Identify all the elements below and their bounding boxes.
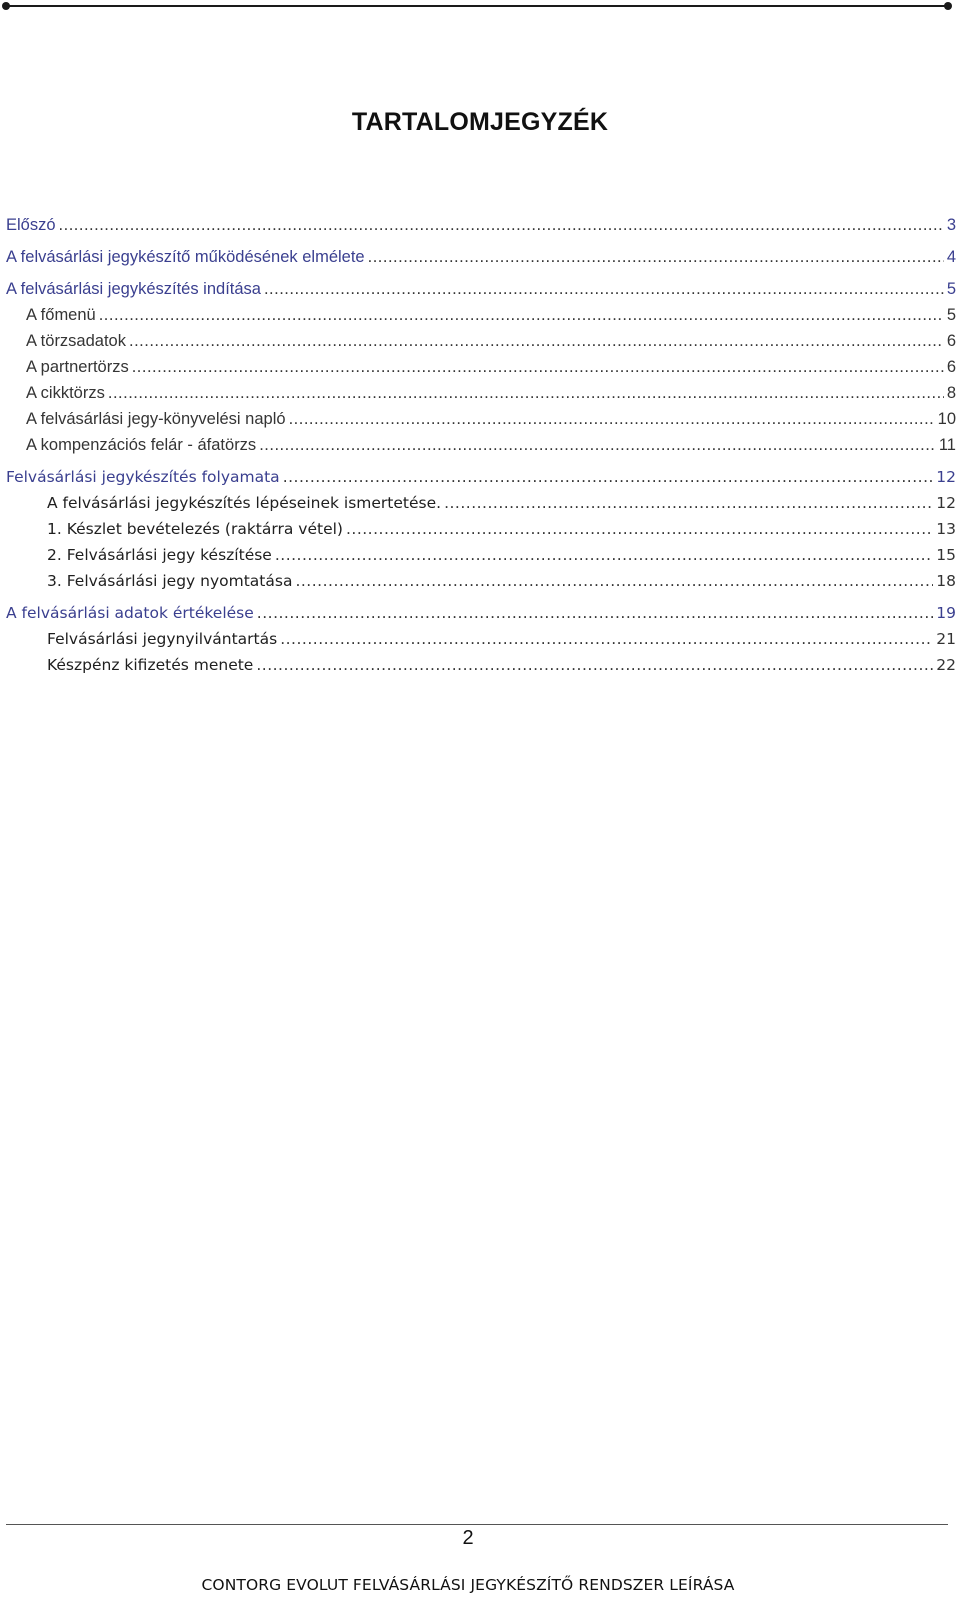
toc-entry-label: A törzsadatok xyxy=(26,332,126,350)
toc-entry-label: Felvásárlási jegynyilvántartás xyxy=(47,630,278,648)
toc-entry-eloszo[interactable] xyxy=(6,216,956,242)
toc-entry-label: A cikktörzs xyxy=(26,384,105,402)
toc-entry-keszpenz-kifizetes[interactable] xyxy=(6,656,956,682)
toc-dot-leader xyxy=(283,468,934,486)
toc-entry-folyamata[interactable] xyxy=(6,468,956,494)
toc-page-number: 18 xyxy=(936,572,956,590)
toc-entry-lepesek[interactable] xyxy=(6,494,956,520)
toc-page-number: 5 xyxy=(946,306,956,324)
toc-entry-fomenu[interactable] xyxy=(6,306,956,332)
footer-page-number: 2 xyxy=(462,1527,474,1549)
header-rule-dot-right xyxy=(944,2,952,10)
toc-entry-afatorzs[interactable] xyxy=(6,436,956,462)
toc-page-number: 15 xyxy=(936,546,956,564)
table-of-contents xyxy=(6,216,956,682)
toc-dot-leader xyxy=(444,494,933,512)
toc-entry-label: 3. Felvásárlási jegy nyomtatása xyxy=(47,572,293,590)
toc-dot-leader xyxy=(99,306,944,325)
toc-page-number: 6 xyxy=(946,332,956,350)
toc-entry-partnertorzs[interactable] xyxy=(6,358,956,384)
toc-entry-label: 1. Készlet bevételezés (raktárra vétel) xyxy=(47,520,343,538)
toc-dot-leader xyxy=(280,630,933,648)
footer-document-title: CONTORG EVOLUT FELVÁSÁRLÁSI JEGYKÉSZÍTŐ RENDSZER LEÍRÁSA xyxy=(201,1576,735,1594)
toc-entry-adatok-ertekelese[interactable] xyxy=(6,604,956,630)
toc-entry-label: Készpénz kifizetés menete xyxy=(47,656,254,674)
toc-entry-label: Előszó xyxy=(6,216,56,234)
toc-page-number: 10 xyxy=(937,410,956,428)
toc-entry-label: A felvásárlási jegykészítő működésének elmélete xyxy=(6,248,365,266)
toc-page-number: 12 xyxy=(936,494,956,512)
page-title: TARTALOMJEGYZÉK xyxy=(351,108,609,136)
header-rule xyxy=(6,5,948,7)
toc-entry-label: A partnertörzs xyxy=(26,358,129,376)
toc-dot-leader xyxy=(275,546,933,564)
toc-entry-cikktorzs[interactable] xyxy=(6,384,956,410)
toc-entry-keszlet-bevetelezes[interactable] xyxy=(6,520,956,546)
toc-dot-leader xyxy=(129,332,944,351)
toc-entry-label: 2. Felvásárlási jegy készítése xyxy=(47,546,272,564)
toc-page-number: 19 xyxy=(936,604,956,622)
toc-entry-label: A felvásárlási adatok értékelése xyxy=(6,604,254,622)
toc-page-number: 3 xyxy=(946,216,956,234)
toc-page-number: 22 xyxy=(936,656,956,674)
toc-entry-jegy-keszitese[interactable] xyxy=(6,546,956,572)
toc-entry-torzsadatok[interactable] xyxy=(6,332,956,358)
toc-entry-jegynyilvantartas[interactable] xyxy=(6,630,956,656)
toc-dot-leader xyxy=(257,604,933,622)
toc-page-number: 6 xyxy=(946,358,956,376)
toc-page-number: 13 xyxy=(936,520,956,538)
toc-dot-leader xyxy=(108,384,944,403)
toc-entry-inditasa[interactable] xyxy=(6,280,956,306)
toc-page-number: 8 xyxy=(946,384,956,402)
toc-entry-label: A felvásárlási jegykészítés lépéseinek ismertetése. xyxy=(47,494,442,512)
toc-dot-leader xyxy=(259,436,936,455)
toc-entry-jegy-nyomtatasa[interactable] xyxy=(6,572,956,598)
toc-dot-leader xyxy=(264,280,944,299)
toc-page-number: 5 xyxy=(946,280,956,298)
toc-dot-leader xyxy=(289,410,935,429)
toc-dot-leader xyxy=(346,520,933,538)
toc-dot-leader xyxy=(295,572,933,590)
toc-page-number: 4 xyxy=(946,248,956,266)
toc-entry-label: A kompenzációs felár - áfatörzs xyxy=(26,436,257,454)
toc-dot-leader xyxy=(132,358,944,377)
toc-entry-konyvelesi-naplo[interactable] xyxy=(6,410,956,436)
toc-dot-leader xyxy=(256,656,933,674)
toc-entry-mukodes-elmelete[interactable] xyxy=(6,248,956,274)
toc-entry-label: A felvásárlási jegy-könyvelési napló xyxy=(26,410,286,428)
toc-dot-leader xyxy=(59,216,944,235)
toc-dot-leader xyxy=(368,248,944,267)
toc-page-number: 21 xyxy=(936,630,956,648)
toc-page-number: 11 xyxy=(938,436,956,454)
header-rule-dot-left xyxy=(2,2,10,10)
footer-rule xyxy=(6,1524,948,1525)
toc-entry-label: A felvásárlási jegykészítés indítása xyxy=(6,280,261,298)
toc-entry-label: A főmenü xyxy=(26,306,96,324)
toc-entry-label: Felvásárlási jegykészítés folyamata xyxy=(6,468,280,486)
toc-page-number: 12 xyxy=(936,468,956,486)
